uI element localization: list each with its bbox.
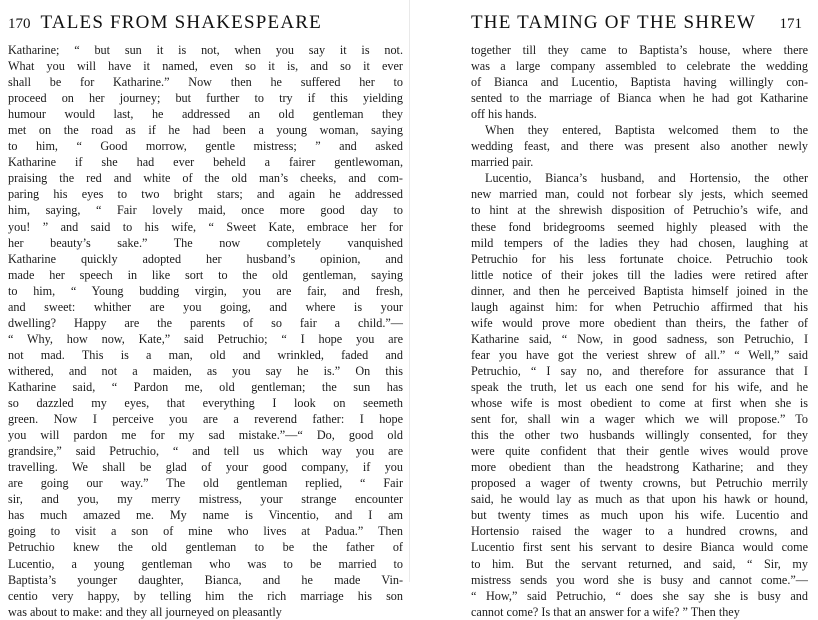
- text-line: met on the road as if he had been a young woman, saying: [8, 123, 403, 138]
- text-line: Hortensio raised the wager to a hundred crowns, and: [471, 524, 808, 539]
- right-page-header: [471, 12, 808, 42]
- text-line: said, he would lay as much as that upon his hawk or hound,: [471, 492, 808, 507]
- page-number: 171: [779, 16, 802, 32]
- text-line: Baptista’s younger daughter, Bianca, and he made Vin-: [8, 572, 403, 587]
- text-line: speak the truth, let us each one send for his wife, and he: [471, 379, 808, 394]
- text-line: Katharine said, “ Pardon me, old gentleman; the sun has: [8, 379, 403, 394]
- text-line: shall be for Katharine.” Now then he suffered her to: [8, 75, 403, 90]
- text-line: fear you have got the veriest shrew of all.” “ Well,” said: [471, 347, 808, 362]
- left-page-text: [8, 42, 403, 620]
- page-number: 170: [8, 16, 31, 32]
- text-line: made her speech in like sort to the old gentleman, saying: [8, 267, 403, 282]
- text-line: were quite confident that their gentle wives would prove: [471, 444, 808, 459]
- text-line: little notice of their jokes till the ladies were retired after: [471, 267, 808, 282]
- text-line: her beauty’s sake.” The now completely vanquished: [8, 235, 403, 250]
- text-line: sented to the marriage of Bianca when he had got Katharine: [471, 91, 808, 106]
- text-line: laugh against him: for when Petruchio affirmed that his: [471, 299, 808, 314]
- text-line: whose wife is most obedient to come at first when she is: [471, 396, 808, 411]
- text-line: going to visit a son of mine who lives at Padua.” Then: [8, 524, 403, 539]
- text-line: praising the red and white of the old man’s cheeks, and com-: [8, 171, 403, 186]
- text-line: and sweet: whither are you going, and where is your: [8, 299, 403, 314]
- text-line: green. Now I perceive you are a reverend father: I hope: [8, 412, 403, 427]
- text-line: humour would last, he addressed an old gentleman they: [8, 107, 403, 122]
- text-line: centio very happy, by telling him the rich marriage his son: [8, 588, 403, 603]
- text-line: Lucentio, Bianca’s husband, and Hortensio, the other: [485, 171, 808, 186]
- text-line: “ Why, how now, Kate,” said Petruchio; “ I hope you are: [8, 331, 403, 346]
- text-line: mild tempers of the ladies they had chosen, laughing at: [471, 235, 808, 250]
- text-line: him, saying, “ Fair lovely maid, once more good day to: [8, 203, 403, 218]
- text-line: was about to make: and they all journeyed on pleasantly: [8, 604, 282, 619]
- text-line: to him. But the servant returned, and said, “ Sir, my: [471, 556, 808, 571]
- text-line: this the other two husbands willingly consented, for they: [471, 428, 808, 443]
- text-line: so dazzled my eyes, that everything I look on seemeth: [8, 396, 403, 411]
- text-line: dwelling? Happy are the parents of so fair a child.”—: [8, 315, 403, 330]
- text-line: was a large company assembled to celebrate the wedding: [471, 59, 808, 74]
- text-line: What you will have it named, even so it is, and so it ever: [8, 59, 403, 74]
- text-line: to him, “ Good morrow, gentle mistress; ” and asked: [8, 139, 403, 154]
- text-line: together till they came to Baptista’s house, where there: [471, 43, 808, 57]
- text-line: grandsire,” said Petruchio, “ and tell us which way you are: [8, 444, 403, 459]
- text-line: these fond bridegrooms seemed highly pleased with the: [471, 219, 808, 234]
- text-line: Petruchio, “ I say no, and therefore for assurance that I: [471, 363, 808, 378]
- text-line: Petruchio knew the old gentleman to be the father of: [8, 540, 403, 555]
- running-head: THE TAMING OF THE SHREW: [471, 12, 757, 33]
- text-line: Petruchio for his less fortunate choice. Petruchio took: [471, 251, 808, 266]
- text-line: Katharine; “ but sun it is not, when you say it is not.: [8, 43, 403, 57]
- running-head: TALES FROM SHAKESPEARE: [40, 12, 322, 33]
- text-line: you will pardon me for my sad mistake.”—“ Do, good old: [8, 428, 403, 443]
- text-line: paring his eyes to two bright stars; and again he addressed: [8, 187, 403, 202]
- text-line: are going our way.” The old gentleman replied, “ Fair: [8, 476, 403, 491]
- text-line: to hint at the shrewish disposition of Petruchio’s wife, and: [471, 203, 808, 218]
- text-line: proceed on her journey; but further to try if this yielding: [8, 91, 403, 106]
- text-line: new married man, could not forbear sly jests, which seemed: [471, 187, 808, 202]
- text-line: not mad. This is a man, old and wrinkled, faded and: [8, 347, 403, 362]
- text-line: mistress sends you word she is busy and cannot come.”—: [471, 572, 808, 587]
- text-line: married pair.: [471, 155, 534, 170]
- left-page: [0, 0, 409, 619]
- text-line: sir, and you, my merry mistress, your strange encounter: [8, 492, 403, 507]
- right-page: [409, 0, 818, 619]
- text-line: travelling. We shall be glad of your good company, if you: [8, 460, 403, 475]
- text-line: withered, and not a maiden, as you say he is.” On this: [8, 363, 403, 378]
- text-line: sent for, shall win a wager which we will propose.” To: [471, 412, 808, 427]
- text-line: Katharine quickly adopted her husband’s opinion, and: [8, 251, 403, 266]
- text-line: Lucentio first sent his servant to desire Bianca would come: [471, 540, 808, 555]
- text-line: Lucentio, a young gentleman who was to be married to: [8, 556, 403, 571]
- text-line: Katharine if she had ever beheld a fairer gentlewoman,: [8, 155, 403, 170]
- text-line: dinner, and then he perceived Baptista himself joined in the: [471, 283, 808, 298]
- text-line: of Bianca and Lucentio, Baptista having willingly con-: [471, 75, 808, 90]
- text-line: wife would prove more obedient than theirs, the father of: [471, 315, 808, 330]
- text-line: Katharine said, “ Now, in good sadness, son Petruchio, I: [471, 331, 808, 346]
- left-page-header: [8, 12, 403, 42]
- text-line: more obedient than the headstrong Katharine; and they: [471, 460, 808, 475]
- text-line: When they entered, Baptista welcomed them to the: [485, 123, 808, 138]
- text-line: to him, “ Young budding virgin, you are fair, and fresh,: [8, 283, 403, 298]
- text-line: wedding feast, and there was present also another newly: [471, 139, 808, 154]
- text-line: “ How,” said Petruchio, “ does she say she is busy and: [471, 588, 808, 603]
- text-line: but twenty times as much upon his wife. Lucentio and: [471, 508, 808, 523]
- text-line: proposed a wager of twenty crowns, but Petruchio merrily: [471, 476, 808, 491]
- right-page-text: [471, 42, 808, 620]
- text-line: you! ” and said to his wife, “ Sweet Kate, embrace her for: [8, 219, 403, 234]
- text-line: cannot come? Is that an answer for a wife? ” Then they: [471, 604, 740, 619]
- text-line: has much amazed me. My name is Vincentio, and I am: [8, 508, 403, 523]
- text-line: off his hands.: [471, 107, 537, 122]
